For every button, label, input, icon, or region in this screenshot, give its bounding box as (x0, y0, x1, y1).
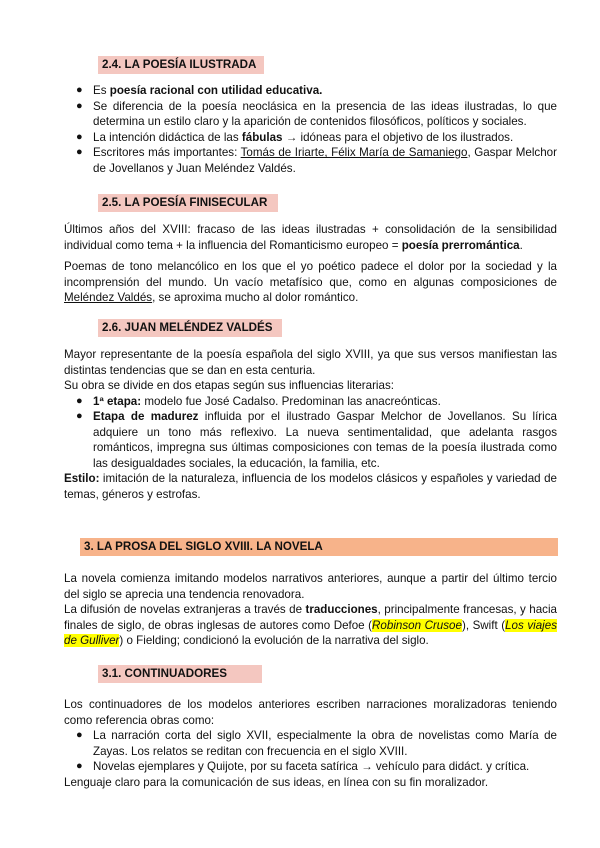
list-3-1 (76, 728, 557, 775)
list-2-6 (76, 394, 557, 472)
paragraph: Poemas de tono melancólico en los que el yo poético padece el dolor por la sociedad y la incomprensión del mundo. Un vacío metafísico que, como en algunas composiciones de Meléndez Valdés, se aproxima mucho al dolor romántico. (64, 260, 557, 304)
list-item: ● Etapa de madurez influida por el ilustrado Gaspar Melchor de Jovellanos. Su lírica adquiere un tono más reflexivo. La nueva sentimentalidad, que adelanta rasgos románticos, impregna sus últimas composiciones con temas de la poesía ilustrada como las desigualdades sociales, la educación, la familia, etc. (76, 410, 557, 470)
section-2-6-text (64, 347, 557, 502)
section-3-text (64, 571, 557, 649)
paragraph: La novela comienza imitando modelos narrativos anteriores, aunque a partir del último tercio del siglo se aprecia una tendencia renovadora. (64, 572, 557, 601)
list-item: ● La narración corta del siglo XVII, especialmente la obra de novelistas como María de Zayas. Los relatos se reditan con frecuencia en el siglo XVIII. (76, 729, 557, 758)
paragraph: Mayor representante de la poesía española del siglo XVIII, ya que sus versos manifiestan las distintas tendencias que se dan en esta centuria. (64, 348, 557, 377)
paragraph: Últimos años del XVIII: fracaso de las ideas ilustradas + consolidación de la sensibilidad individual como tema + la influencia del Romanticismo europeo = poesía prerromántica. (64, 223, 557, 252)
list-item: ● 1ª etapa: modelo fue José Cadalso. Predominan las anacreónticas. (76, 394, 441, 408)
list-item: ● Novelas ejemplares y Quijote, por su faceta satírica → vehículo para didáct. y crítica. (76, 760, 530, 773)
heading-2-6: 2.6. JUAN MELÉNDEZ VALDÉS (98, 319, 282, 337)
section-2-5-text (64, 222, 557, 306)
list-item: ● Es poesía racional con utilidad educativa. (76, 84, 323, 97)
heading-3-1: 3.1. CONTINUADORES (98, 665, 262, 683)
paragraph: Los continuadores de los modelos anteriores escriben narraciones moralizadoras teniendo como referencia obras como: (64, 698, 557, 727)
list-2-4 (76, 83, 557, 176)
list-item: ● Se diferencia de la poesía neoclásica en la presencia de las ideas ilustradas, lo que determina un estilo claro y la aparición de contenidos filosóficos, políticos y sociales. (76, 99, 557, 128)
list-item: ● Escritores más importantes: Tomás de Iriarte, Félix María de Samaniego, Gaspar Melchor de Jovellanos y Juan Meléndez Valdés. (76, 146, 557, 175)
paragraph: Su obra se divide en dos etapas según sus influencias literarias: (64, 379, 394, 392)
section-3-1-text (64, 697, 557, 790)
paragraph: La difusión de novelas extranjeras a través de traducciones, principalmente francesas, y hacia finales de siglo, de obras inglesas de autores como Defoe (Robinson Crusoe), Swift (Los viajes de Gulliver) o Fielding; condicionó la evolución de la narrativa del siglo. (64, 603, 557, 647)
paragraph: Lenguaje claro para la comunicación de sus ideas, en línea con su fin moralizador. (64, 775, 489, 789)
heading-3: 3. LA PROSA DEL SIGLO XVIII. LA NOVELA (80, 538, 558, 556)
paragraph: Estilo: imitación de la naturaleza, influencia de los modelos clásicos y españoles y variedad de temas, géneros y estrofas. (64, 472, 557, 501)
list-item: ● La intención didáctica de las fábulas → idóneas para el objetivo de los ilustrados. (76, 130, 514, 144)
heading-2-4: 2.4. LA POESÍA ILUSTRADA (98, 56, 264, 74)
heading-2-5: 2.5. LA POESÍA FINISECULAR (98, 194, 278, 212)
